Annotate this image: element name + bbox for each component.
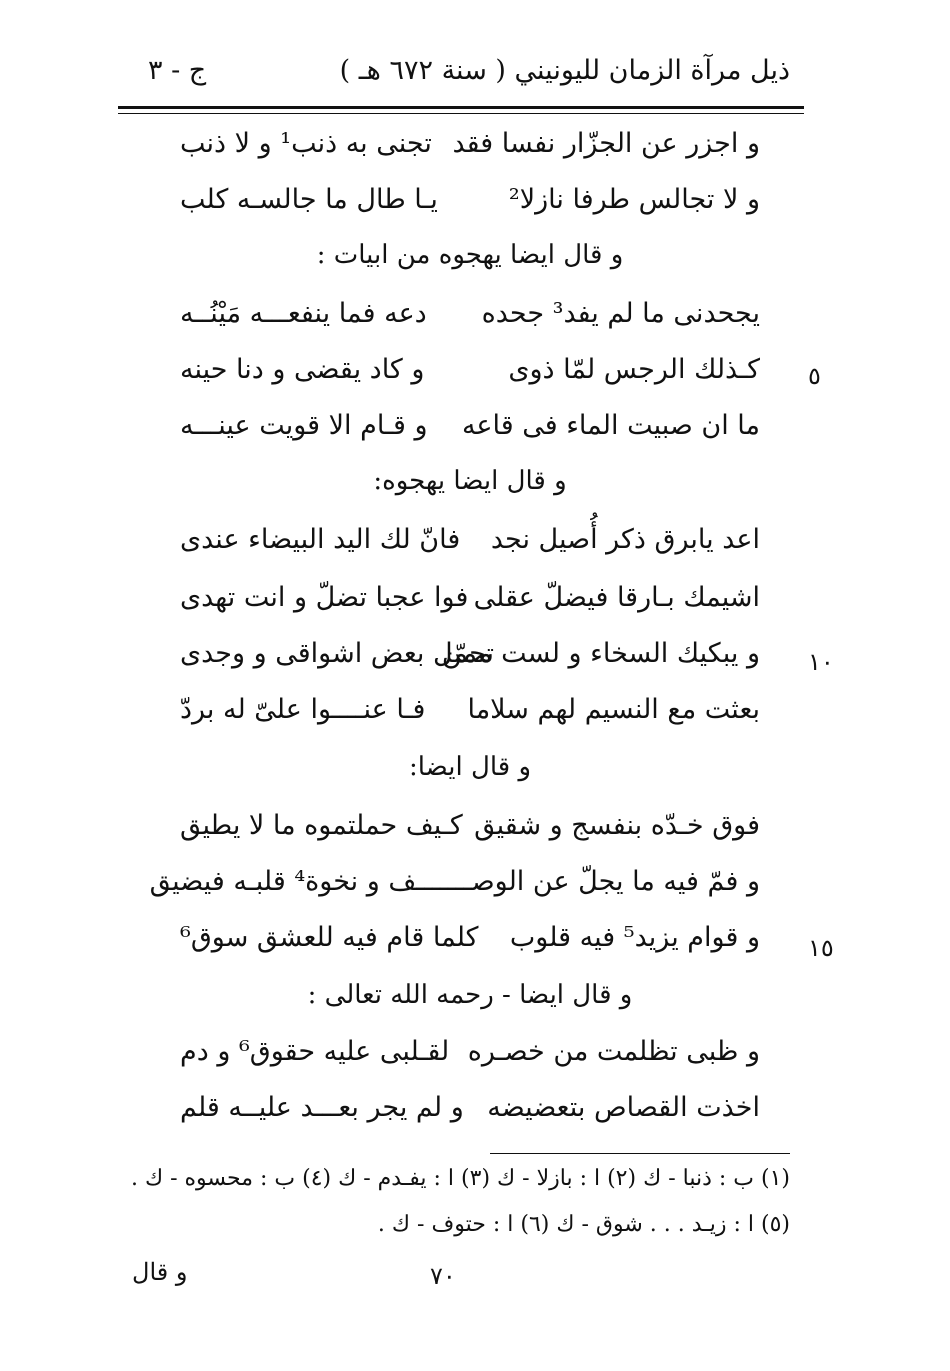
verse-4 — [180, 354, 760, 402]
poem-intro: و قال ايضا: — [408, 752, 531, 782]
line-number: ١٥ — [808, 934, 834, 962]
footnote-line: (٥) ا : زيـد . . . شوق - ك (٦) ا : حتوف - ك . — [377, 1212, 790, 1237]
footnote-separator — [490, 1153, 790, 1154]
running-title: ذيل مرآة الزمان لليونيني ( سنة ٦٧٢ هـ ) — [339, 55, 790, 86]
line-number: ١٠ — [808, 648, 834, 676]
verse-hemistich-first: ما ان صبيت الماء فى قاعه — [461, 410, 760, 441]
poem-intro: و قال ايضا - رحمه الله تعالى : — [307, 980, 633, 1010]
verse-hemistich-first: بعثت مع النسيم لهم سلاما — [467, 694, 760, 725]
verse-5 — [180, 410, 760, 458]
verse-hemistich-first: و اجزر عن الجزّار نفسا فقد — [452, 128, 760, 159]
header-rule-thick — [118, 106, 804, 109]
volume-label: ج - ٣ — [148, 55, 207, 86]
verse-11 — [149, 866, 760, 914]
header-rule-thin — [118, 113, 804, 114]
verse-hemistich-second: و كاد يقضى و دنا حينه — [180, 354, 425, 385]
verse-hemistich-second: تجنى به ذنب¹ و لا ذنب — [180, 128, 432, 159]
verse-hemistich-second: كلما قام فيه للعشق سوق⁶ — [180, 922, 479, 953]
verse-hemistich-second: فـا عنــــوا علىّ له بردّ — [180, 694, 426, 725]
verse-hemistich-first: و لا تجالس طرفا نازلا² — [508, 184, 760, 215]
verse-14 — [180, 1092, 760, 1140]
verse-7 — [180, 582, 760, 630]
verse-hemistich-first: و يبكيك السخاء و لست ممن — [441, 638, 760, 669]
verse-13 — [180, 1036, 760, 1084]
verse-hemistich-second: فوا عجبا تضلّ و انت تهدى — [180, 582, 469, 613]
verse-hemistich-first: و فمّ فيه ما يجلّ عن الوصـــــــف و نخوة⁴ قلبـه فيضيق — [149, 866, 760, 897]
verse-hemistich-first: اشيمك بـارقا فيضلّ عقلى — [473, 582, 760, 613]
verse-2 — [180, 184, 760, 232]
verse-hemistich-first: و قوام يزيد⁵ فيه قلوب — [509, 922, 760, 953]
verse-3 — [180, 298, 760, 346]
verse-hemistich-second: دعه فما ينفعـــه مَيْنُــه — [180, 298, 427, 329]
verse-hemistich-second: تحمّل بعض اشواقى و وجدى — [180, 638, 495, 669]
verse-hemistich-second: و لم يجر بعـــد عليــه قلم — [180, 1092, 464, 1123]
verse-hemistich-first: و ظبى تظلمت من خصـره — [467, 1036, 760, 1067]
page-header — [120, 55, 800, 99]
verse-10 — [180, 810, 760, 858]
verse-8 — [180, 638, 760, 686]
verse-hemistich-second: يـا طال ما جالسـه كلب — [180, 184, 438, 215]
verse-hemistich-first: كـذلك الرجس لمّا ذوى — [508, 354, 760, 385]
page-number: ٧٠ — [430, 1262, 456, 1290]
verse-hemistich-second: كـيف حملتموه ما لا يطيق — [180, 810, 463, 841]
poem-intro: و قال ايضا يهجوه من ابيات : — [316, 240, 624, 270]
verse-hemistich-first: يجحدنى ما لم يفد³ جحده — [481, 298, 760, 329]
poem-intro: و قال ايضا يهجوه: — [373, 466, 567, 496]
verse-hemistich-second: لقـلبى عليه حقوق⁶ و دم — [180, 1036, 450, 1067]
verse-1 — [180, 128, 760, 176]
verse-hemistich-first: فوق خـدّه بنفسج و شقيق — [474, 810, 760, 841]
catchword: و قال — [132, 1258, 188, 1286]
verse-hemistich-first: اعد يابرق ذكر أُصيل نجد — [490, 524, 760, 555]
verse-6 — [180, 524, 760, 572]
verse-hemistich-first: اخذت القصاص بتعضيضه — [487, 1092, 760, 1123]
verse-hemistich-second: و قـام الا قويت عينـــه — [180, 410, 428, 441]
line-number: ٥ — [808, 362, 821, 390]
verse-hemistich-second: فانّ لك اليد البيضاء عندى — [180, 524, 461, 555]
verse-9 — [180, 694, 760, 742]
footnote-line: (١) ب : ذنبا - ك (٢) ا : بازلا - ك (٣) ا : يفـدم - ك (٤) ب : محسوه - ك . — [130, 1166, 790, 1191]
verse-12 — [180, 922, 760, 970]
